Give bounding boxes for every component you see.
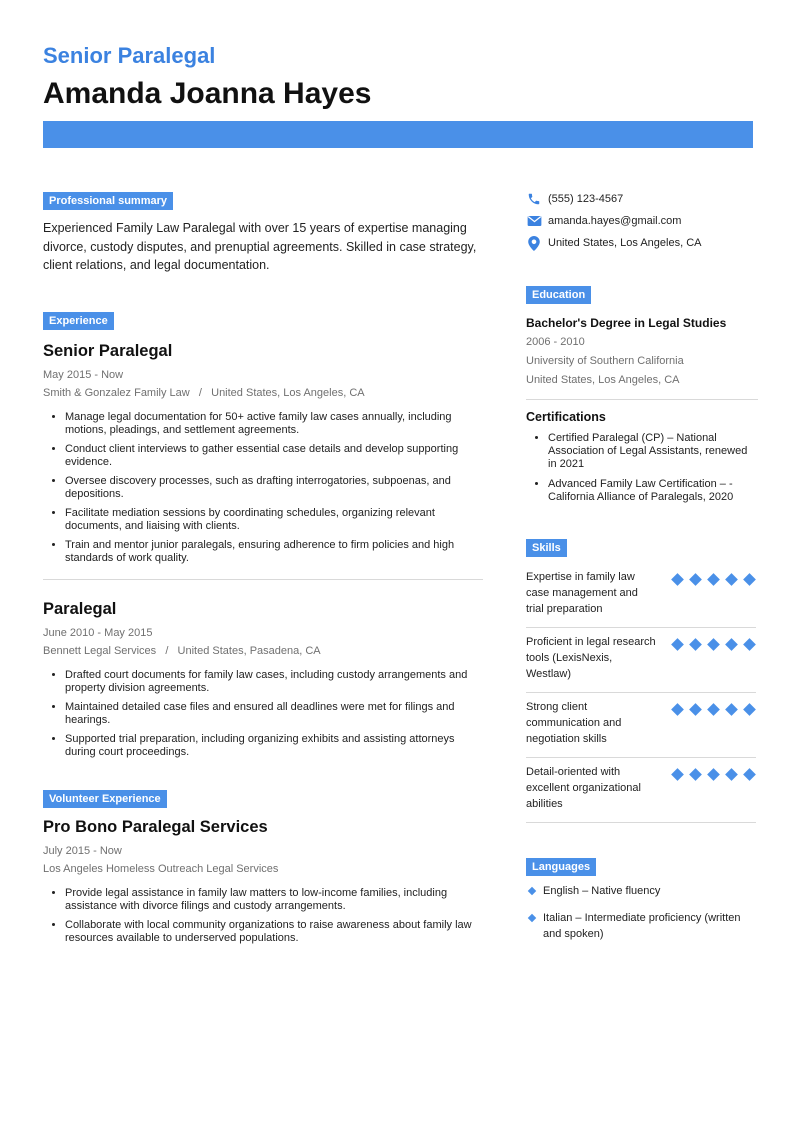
rating-diamond-icon	[707, 768, 720, 781]
skill-item	[526, 628, 756, 693]
left-column	[43, 191, 483, 951]
section-tag-experience: Experience	[43, 312, 114, 330]
skill-rating	[671, 569, 756, 617]
email-text: amanda.hayes@gmail.com	[548, 215, 682, 227]
education-degree: Bachelor's Degree in Legal Studies	[526, 316, 727, 330]
experience-location: United States, Pasadena, CA	[177, 644, 321, 657]
bullet-item: • Supported trial preparation, including organizing exhibits and assisting attorneys during court proceedings.	[65, 733, 483, 759]
rating-diamond-icon	[707, 703, 720, 716]
contact-email	[526, 210, 758, 232]
volunteer-item	[43, 818, 483, 945]
rating-diamond-icon	[671, 703, 684, 716]
diamond-bullet-icon	[528, 887, 536, 895]
rating-diamond-icon	[743, 638, 756, 651]
skill-name: Proficient in legal research tools (LexisNexis, Westlaw)	[526, 636, 656, 680]
experience-bullets	[43, 411, 483, 565]
experience-title: Senior Paralegal	[43, 341, 173, 360]
contact-block	[526, 188, 758, 254]
divider	[526, 399, 758, 400]
bullet-item: • Collaborate with local community organizations to raise awareness about family law resources available to underserved populations.	[65, 919, 483, 945]
contact-phone	[526, 188, 758, 210]
experience-company: Bennett Legal Services	[43, 644, 157, 657]
rating-diamond-icon	[689, 573, 702, 586]
bullet-item: • Drafted court documents for family law cases, including custody arrangements and property division agreements.	[65, 669, 483, 695]
diamond-bullet-icon	[528, 914, 536, 922]
skill-rating	[671, 764, 756, 812]
bullet-item: • Facilitate mediation sessions by coordinating schedules, organizing relevant documents, and liaising with clients.	[65, 507, 483, 533]
language-text: Italian – Intermediate proficiency (written and spoken)	[543, 912, 741, 940]
experience-item	[43, 342, 483, 565]
experience-location: United States, Los Angeles, CA	[211, 386, 365, 399]
skill-name: Strong client communication and negotiation skills	[526, 701, 622, 745]
divider	[43, 579, 483, 580]
rating-diamond-icon	[725, 768, 738, 781]
rating-diamond-icon	[725, 573, 738, 586]
skill-item	[526, 693, 756, 758]
certifications-heading: Certifications	[526, 410, 606, 424]
phone-text: (555) 123-4567	[548, 193, 624, 205]
email-icon	[526, 215, 542, 227]
section-tag-volunteer: Volunteer Experience	[43, 790, 167, 808]
section-tag-languages: Languages	[526, 858, 596, 876]
certification-item: • Certified Paralegal (CP) – National Association of Legal Assistants, renewed in 2021	[548, 432, 758, 471]
skill-rating	[671, 699, 756, 747]
rating-diamond-icon	[743, 703, 756, 716]
separator: /	[192, 386, 209, 399]
experience-bullets	[43, 669, 483, 759]
bullet-item: • Provide legal assistance in family law matters to low-income families, including assistance with divorce filings and custody arrangements.	[65, 887, 483, 913]
languages-list	[526, 883, 758, 942]
rating-diamond-icon	[671, 573, 684, 586]
language-item	[526, 883, 758, 899]
skill-item	[526, 563, 756, 628]
skill-name: Detail-oriented with excellent organizational abilities	[526, 766, 641, 810]
experience-company-line	[43, 644, 483, 658]
skill-name: Expertise in family law case management and trial preparation	[526, 571, 638, 615]
rating-diamond-icon	[707, 573, 720, 586]
section-tag-skills: Skills	[526, 539, 567, 557]
section-tag-education: Education	[526, 286, 591, 304]
bullet-item: • Maintained detailed case files and ensured all deadlines were met for filings and hearings.	[65, 701, 483, 727]
bullet-item: • Oversee discovery processes, such as drafting interrogatories, subpoenas, and depositions.	[65, 475, 483, 501]
experience-company: Smith & Gonzalez Family Law	[43, 386, 190, 399]
experience-company-line	[43, 386, 483, 400]
experience-item	[43, 600, 483, 759]
contact-location	[526, 232, 758, 254]
certification-item: • Advanced Family Law Certification – - California Alliance of Paralegals, 2020	[548, 478, 758, 504]
education-school: University of Southern California	[526, 355, 684, 367]
experience-dates: June 2010 - May 2015	[43, 626, 153, 639]
volunteer-dates: July 2015 - Now	[43, 844, 122, 857]
rating-diamond-icon	[671, 768, 684, 781]
rating-diamond-icon	[689, 703, 702, 716]
summary-text: Experienced Family Law Paralegal with over 15 years of expertise managing divorce, custody disputes, and prenuptial agreements. Skilled in case strategy, client relations, and legal documentation.	[43, 221, 477, 272]
rating-diamond-icon	[725, 638, 738, 651]
certifications-list	[526, 432, 758, 504]
resume-header	[43, 42, 753, 112]
education-location: United States, Los Angeles, CA	[526, 374, 680, 386]
rating-diamond-icon	[689, 768, 702, 781]
separator: /	[159, 644, 175, 657]
right-column	[526, 188, 758, 942]
bullet-item: • Manage legal documentation for 50+ active family law cases annually, including motions, pleadings, and settlement agreements.	[65, 411, 483, 437]
candidate-name: Amanda Joanna Hayes	[43, 77, 372, 110]
location-text: United States, Los Angeles, CA	[548, 237, 702, 249]
volunteer-title: Pro Bono Paralegal Services	[43, 817, 268, 836]
rating-diamond-icon	[671, 638, 684, 651]
rating-diamond-icon	[689, 638, 702, 651]
language-text: English – Native fluency	[543, 885, 661, 897]
volunteer-bullets	[43, 887, 483, 945]
skill-item	[526, 758, 756, 823]
experience-dates: May 2015 - Now	[43, 368, 124, 381]
bullet-item: • Conduct client interviews to gather essential case details and develop supporting evidence.	[65, 443, 483, 469]
location-pin-icon	[526, 236, 542, 251]
skills-list	[526, 563, 756, 823]
phone-icon	[526, 192, 542, 206]
rating-diamond-icon	[743, 768, 756, 781]
section-tag-summary: Professional summary	[43, 192, 173, 210]
rating-diamond-icon	[707, 638, 720, 651]
language-item	[526, 910, 758, 942]
header-banner	[43, 121, 753, 148]
rating-diamond-icon	[725, 703, 738, 716]
volunteer-org: Los Angeles Homeless Outreach Legal Services	[43, 862, 279, 875]
experience-title: Paralegal	[43, 599, 117, 618]
skill-rating	[671, 634, 756, 682]
bullet-item: • Train and mentor junior paralegals, ensuring adherence to firm policies and high standards of work quality.	[65, 539, 483, 565]
job-title: Senior Paralegal	[43, 43, 216, 68]
rating-diamond-icon	[743, 573, 756, 586]
education-dates: 2006 - 2010	[526, 336, 585, 348]
